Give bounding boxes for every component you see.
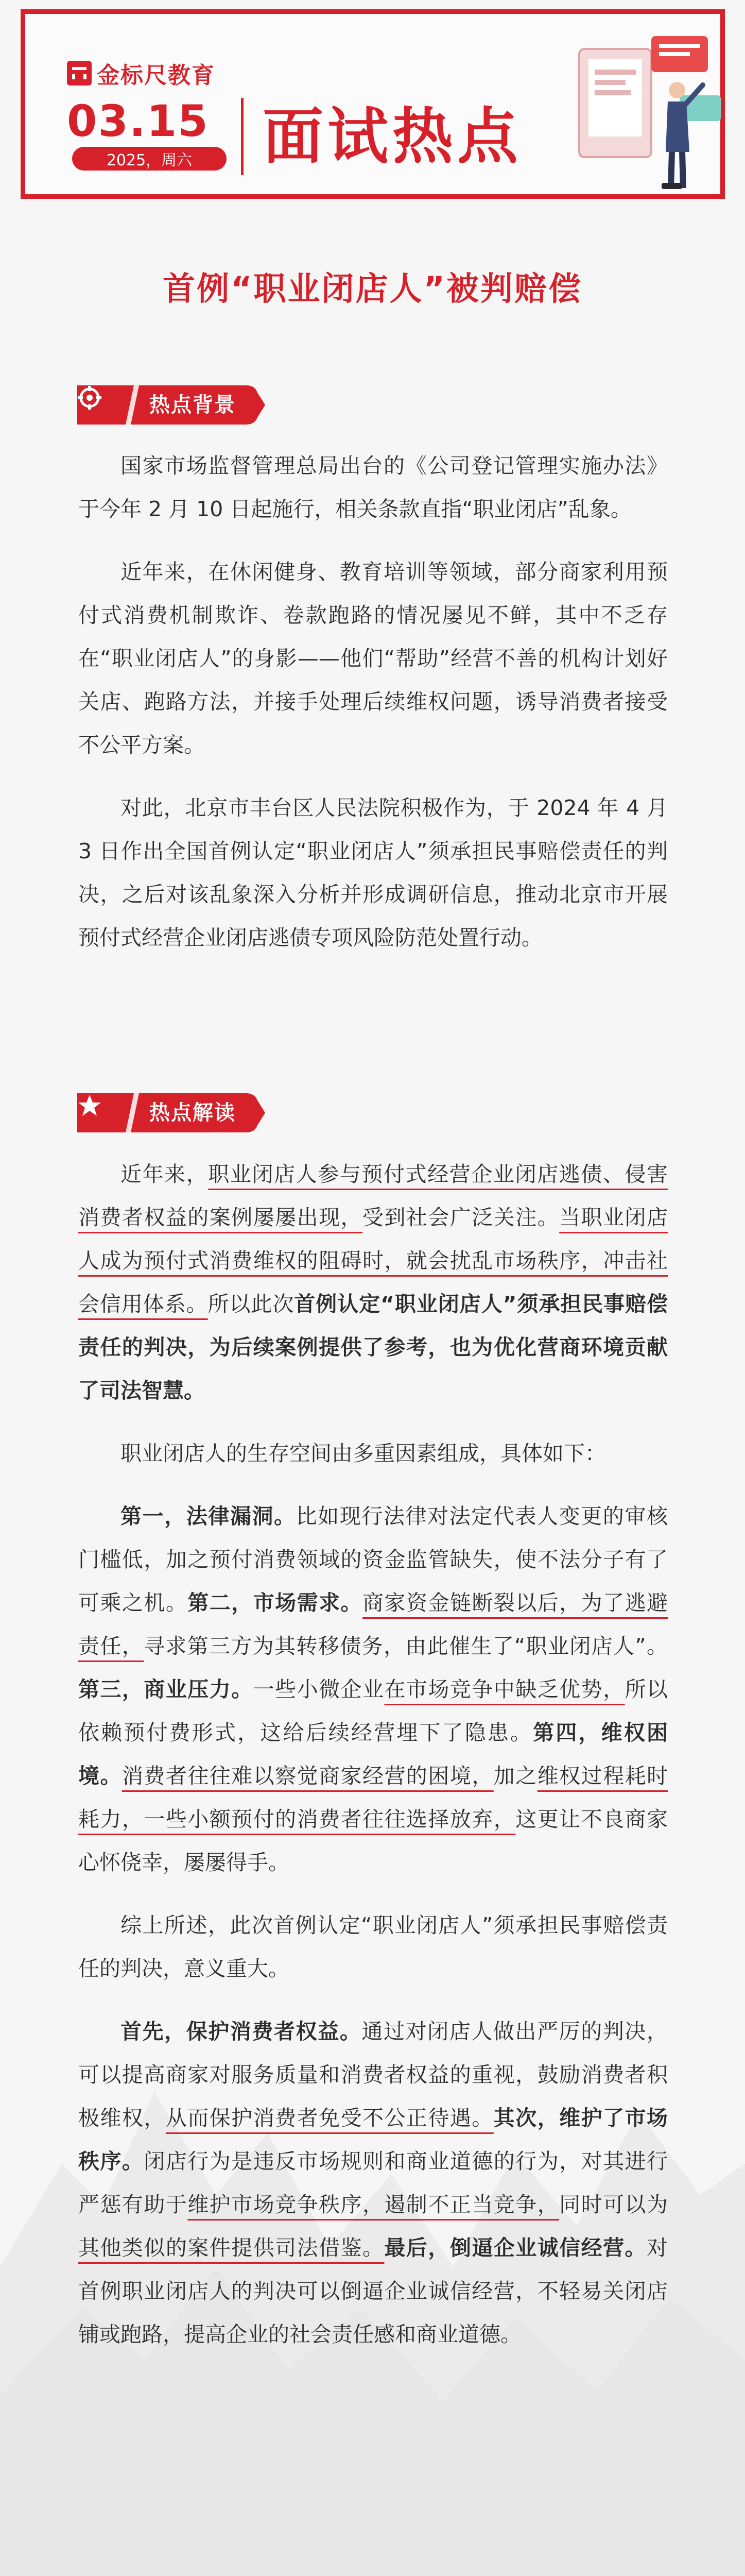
text-run: 闭店行为是违反市场规则和商业道德的行为，对其进行严惩有助于: [78, 2149, 668, 2217]
text-run: 通过对闭店人做出严厉的判决，可以提高商家对服务质量和消费者权益的重视，鼓励消费者积极维权，: [78, 2019, 668, 2130]
text-run: 对首例职业闭店人的判决可以倒逼企业诚信经营，不轻易关闭店铺或跑路，提高企业的社会责任感和商业道德。: [78, 2235, 668, 2347]
logo-mark-icon: [67, 61, 92, 86]
bold-text: 第四，维权困境。: [78, 1720, 668, 1788]
text-run: 寻求第三方为其转移债务，由此催生了“职业闭店人”。: [144, 1634, 668, 1658]
analysis-text: [78, 1153, 668, 2356]
text-run: 这更让不良商家心怀侥幸，屡屡得手。: [78, 1807, 668, 1875]
underlined-text: 商家资金链断裂以后，为了逃避责任，: [78, 1590, 668, 1658]
article-title: 首例“职业闭店人”被判赔偿: [163, 270, 582, 308]
bold-text: 首先，保护消费者权益。: [120, 2019, 362, 2044]
background-paragraph-3: 对此，北京市丰台区人民法院积极作为，于 2024 年 4 月 3 日作出全国首例认定“职业闭店人”须承担民事赔偿责任的判决，之后对该乱象深入分析并形成调研信息，推动北京市开展预付式经营企业闭店逃债专项风险防范处置行动。: [78, 795, 668, 950]
text-run: 加之: [493, 1764, 538, 1788]
logo-text: 金标尺教育: [97, 62, 215, 89]
bold-text: 第三，商业压力。: [78, 1677, 253, 1702]
header-divider: [241, 98, 244, 175]
underlined-text: 维权过程耗时耗力，一些小额预付的消费者往往选择放弃，: [78, 1764, 668, 1832]
underlined-text: 消费者往往难以察觉商家经营的困境，: [122, 1764, 494, 1788]
presenter-illustration: [574, 28, 723, 198]
bold-text: 第二，市场需求。: [187, 1590, 363, 1615]
background-text: [78, 444, 668, 959]
section-tag-analysis: [77, 1093, 265, 1132]
background-paragraph-1: 国家市场监督管理总局出台的《公司登记管理实施办法》于今年 2 月 10 日起施行，相关条款直指“职业闭店”乱象。: [78, 453, 668, 521]
analysis-paragraph-3: [78, 1495, 668, 1884]
star-icon: [77, 1093, 102, 1118]
text-run: 同时可以为: [559, 2192, 668, 2217]
bold-text: 最后，倒逼企业诚信经营。: [384, 2235, 647, 2260]
underlined-text: 从而保护消费者免受不公正待遇。: [165, 2106, 494, 2130]
background-paragraph-2: 近年来，在休闲健身、教育培训等领域，部分商家利用预付式消费机制欺诈、卷款跑路的情况屡见不鲜，其中不乏存在“职业闭店人”的身影——他们“帮助”经营不善的机构计划好关店、跑路方法，并接手处理后续维权问题，诱导消费者接受不公平方案。: [78, 560, 668, 757]
underlined-text: 维护市场竞争秩序，遏制不正当竞争，: [187, 2192, 560, 2217]
analysis-paragraph-2: 职业闭店人的生存空间由多重因素组成，具体如下：: [120, 1441, 606, 1466]
text-run: 所以依赖预付费形式，这给后续经营埋下了隐患。: [78, 1677, 668, 1745]
text-run: 近年来，: [120, 1162, 209, 1187]
header-title: 面试热点: [263, 101, 523, 172]
underlined-text: 职业闭店人参与预付式经营企业闭店逃债、侵害消费者权益的案例屡屡出现，: [78, 1162, 668, 1230]
text-run: 比如现行法律对法定代表人变更的审核门槛低，加之预付消费领域的资金监管缺失，使不法分子有了可乘之机。: [78, 1504, 668, 1615]
text-run: 一些小微企业: [253, 1677, 385, 1702]
bold-text: 首例认定“职业闭店人”须承担民事赔偿责任的判决，为后续案例提供了参考，也为优化营商环境贡献了司法智慧。: [78, 1292, 668, 1403]
bold-text: 第一，法律漏洞。: [120, 1504, 296, 1529]
analysis-paragraph-5: [78, 2010, 668, 2356]
bold-text: 其次，维护了市场秩序。: [78, 2106, 668, 2174]
text-run: 受到社会广泛关注。: [362, 1205, 560, 1230]
section-tag-background: [77, 385, 265, 425]
issue-date-sub-text: 2025，周六: [106, 151, 193, 170]
analysis-paragraph-4: 综上所述，此次首例认定“职业闭店人”须承担民事赔偿责任的判决，意义重大。: [78, 1913, 668, 1981]
section-label-analysis: 热点解读: [149, 1101, 236, 1125]
section-label-background: 热点背景: [149, 393, 236, 417]
underlined-text: 其他类似的案件提供司法借鉴。: [78, 2235, 385, 2260]
target-icon: [77, 385, 102, 410]
analysis-paragraph-1: [78, 1153, 668, 1412]
brand-logo: [67, 58, 215, 89]
text-run: 所以此次: [207, 1292, 294, 1316]
underlined-text: 当职业闭店人成为预付式消费维权的阻碍时，就会扰乱市场秩序，冲击社会信用体系。: [78, 1205, 668, 1316]
underlined-text: 在市场竞争中缺乏优势，: [384, 1677, 625, 1702]
issue-date: 03.15: [67, 96, 209, 146]
issue-date-sub: [72, 147, 227, 171]
